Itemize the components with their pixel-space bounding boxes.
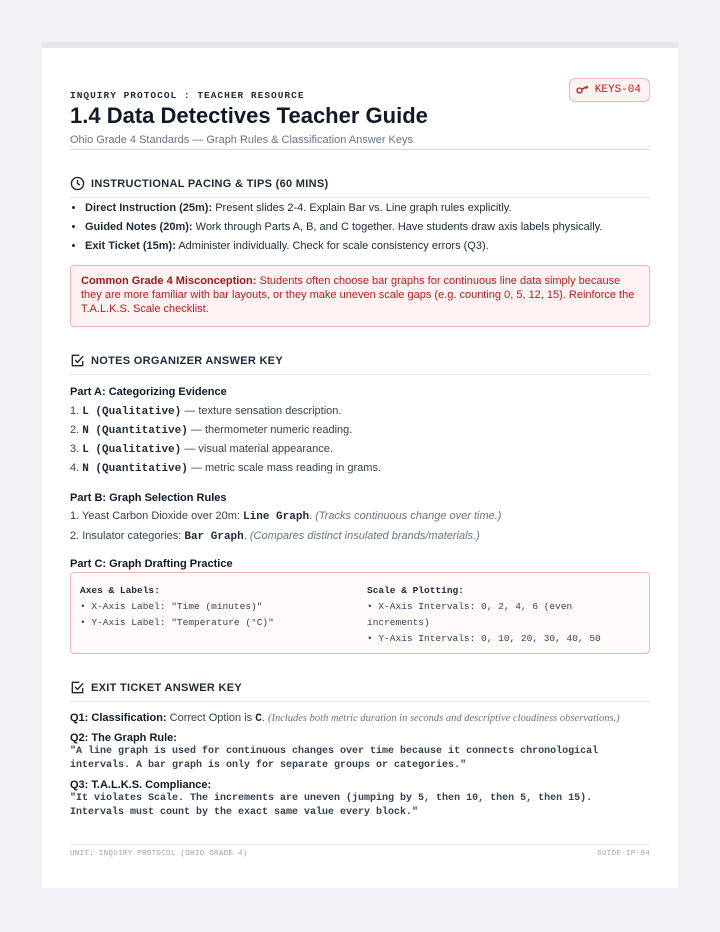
q2-label xyxy=(70,732,650,744)
item-text: — texture sensation description. xyxy=(181,405,342,417)
checkbox-icon xyxy=(70,353,85,368)
list-item xyxy=(70,424,650,437)
item-text: 1. Yeast Carbon Dioxide over 20m: xyxy=(70,510,244,522)
footer-code: GUIDE-IP-04 xyxy=(597,850,650,858)
item-number: 1. xyxy=(70,405,83,417)
q1-option: C xyxy=(255,713,262,725)
header-divider xyxy=(70,149,650,150)
item-code: L (Qualitative) xyxy=(82,406,182,418)
part-b-heading: Part B: Graph Selection Rules xyxy=(70,492,227,504)
q1-punct: . xyxy=(261,712,268,724)
misconception-alert xyxy=(70,265,650,327)
q1-text: Correct Option is xyxy=(166,712,256,724)
page-title: 1.4 Data Detectives Teacher Guide xyxy=(70,103,428,128)
q3-answer: "It violates Scale. The increments are uneven (jumping by 5, then 10, then 5, then 15). Intervals must count by the exact same value every block." xyxy=(70,793,593,818)
item-text: 2. Insulator categories: xyxy=(70,530,185,542)
q3-label-text: Q3: T.A.L.K.S. Compliance: xyxy=(70,779,212,791)
pacing-item-text: Administer individually. Check for scale consistency errors (Q3). xyxy=(175,240,489,252)
exit-ticket-heading xyxy=(70,680,650,702)
organizer-heading-text: NOTES ORGANIZER ANSWER KEY xyxy=(91,354,283,367)
list-item xyxy=(70,405,650,418)
item-text: — thermometer numeric reading. xyxy=(187,424,353,436)
key-icon xyxy=(576,85,589,95)
footer-unit: UNIT: INQUIRY PROTOCOL (OHIO GRADE 4) xyxy=(70,850,248,858)
list-item xyxy=(85,202,650,215)
pacing-heading xyxy=(70,176,650,198)
page-subtitle: Ohio Grade 4 Standards — Graph Rules & Classification Answer Keys xyxy=(70,134,413,146)
pacing-heading-text: INSTRUCTIONAL PACING & TIPS (60 MINS) xyxy=(91,177,329,190)
item-number: 3. xyxy=(70,443,83,455)
pacing-item-text: Present slides 2-4. Explain Bar vs. Line graph rules explicitly. xyxy=(212,202,512,214)
exit-heading-text: EXIT TICKET ANSWER KEY xyxy=(91,681,243,694)
item-note: (Tracks continuous change over time.) xyxy=(315,510,502,522)
list-item xyxy=(70,510,650,523)
pacing-item-label: Direct Instruction (25m): xyxy=(85,202,213,214)
drafting-box xyxy=(70,572,650,654)
q1-answer xyxy=(70,712,650,725)
column-line: increments) xyxy=(367,617,430,628)
organizer-heading xyxy=(70,353,650,375)
item-code: Bar Graph xyxy=(184,531,244,543)
axes-labels-column xyxy=(80,583,274,631)
column-line: • X-Axis Intervals: 0, 2, 4, 6 (even xyxy=(367,601,573,612)
list-item xyxy=(70,443,650,456)
list-item xyxy=(85,240,650,253)
checkbox-icon xyxy=(70,680,85,695)
column-line: • X-Axis Label: "Time (minutes)" xyxy=(80,601,263,612)
alert-text: Students often choose bar graphs for continuous line data simply because they are more familiar with bar layouts, or they make uneven scale gaps (e.g. counting 0, 5, 12, 15). Reinforce the T.A.L.K.S. Scale checklist. xyxy=(81,275,635,315)
q2-label-text: Q2: The Graph Rule: xyxy=(70,732,177,744)
badge-label: KEYS-04 xyxy=(594,84,641,96)
q3-label xyxy=(70,779,650,791)
pacing-item-label: Guided Notes (20m): xyxy=(85,221,193,233)
item-code: N (Quantitative) xyxy=(82,463,188,475)
keys-badge xyxy=(569,78,650,102)
list-item xyxy=(70,530,650,543)
item-code: L (Qualitative) xyxy=(82,444,182,456)
q1-note: (Includes both metric duration in seconds and descriptive cloudiness observations.) xyxy=(267,713,620,724)
item-code: N (Quantitative) xyxy=(82,425,188,437)
item-text: — visual material appearance. xyxy=(181,443,333,455)
clock-icon xyxy=(70,176,85,191)
item-number: 2. xyxy=(70,424,83,436)
list-item xyxy=(70,462,650,475)
pacing-list xyxy=(70,202,650,259)
list-item xyxy=(85,221,650,234)
column-line: • Y-Axis Label: "Temperature (°C)" xyxy=(80,617,274,628)
q2-answer: "A line graph is used for continuous changes over time because it connects chronological intervals. A bar graph is only for separate groups or categories." xyxy=(70,746,599,771)
part-a-heading: Part A: Categorizing Evidence xyxy=(70,386,227,398)
item-code: Line Graph xyxy=(243,511,310,523)
q1-label: Q1: Classification: xyxy=(70,712,167,724)
pacing-item-label: Exit Ticket (15m): xyxy=(85,240,176,252)
pacing-item-text: Work through Parts A, B, and C together. Have students draw axis labels physically. xyxy=(192,221,603,233)
item-text: — metric scale mass reading in grams. xyxy=(187,462,382,474)
item-note: (Compares distinct insulated brands/materials.) xyxy=(249,530,480,542)
alert-label: Common Grade 4 Misconception: xyxy=(81,275,257,287)
page-content xyxy=(70,48,650,888)
column-line: • Y-Axis Intervals: 0, 10, 20, 30, 40, 50 xyxy=(367,633,601,644)
column-heading: Axes & Labels: xyxy=(80,585,160,596)
guide-page xyxy=(42,42,678,888)
item-punct: . xyxy=(243,530,250,542)
column-heading: Scale & Plotting: xyxy=(367,585,464,596)
item-punct: . xyxy=(309,510,316,522)
eyebrow: INQUIRY PROTOCOL : TEACHER RESOURCE xyxy=(70,90,305,101)
scale-plotting-column xyxy=(367,583,601,647)
part-c-heading: Part C: Graph Drafting Practice xyxy=(70,558,233,570)
footer-divider xyxy=(70,844,650,845)
item-number: 4. xyxy=(70,462,83,474)
